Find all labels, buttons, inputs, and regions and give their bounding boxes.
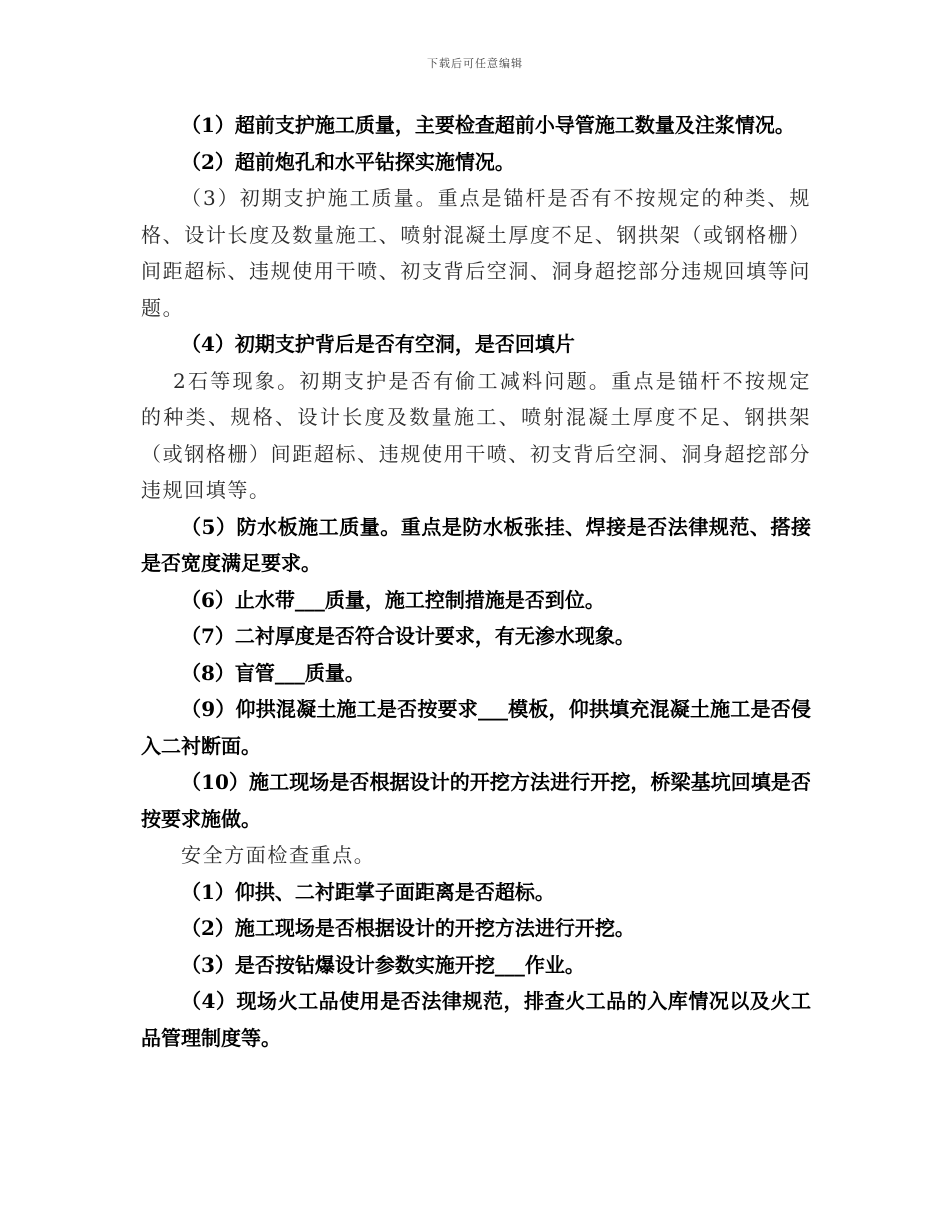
paragraph-safety-distance: （1）仰拱、二衬距掌子面距离是否超标。 <box>181 879 555 904</box>
document-body <box>141 107 811 1056</box>
paragraph-initial-support-quality: （3）初期支护施工质量。重点是锚杆是否有不按规定的种类、规格、设计长度及数量施工、喷射混凝土厚度不足、钢拱架（或钢格栅）间距超标、违规使用干喷、初支背后空洞、洞身超挖部分违规回填等问题。 <box>141 186 811 320</box>
paragraph-initial-support-voids: （4）初期支护背后是否有空洞，是否回填片 <box>181 332 575 356</box>
paragraph-safety-excavation: （2）施工现场是否根据设计的开挖方法进行开挖。 <box>181 916 635 940</box>
paragraph-invert-concrete: （9）仰拱混凝土施工是否按要求___模板，仰拱填充混凝土施工是否侵入二衬断面。 <box>141 697 811 758</box>
page-header: 下载后可任意编辑 <box>427 57 523 70</box>
paragraph-safety-explosives: （4）现场火工品使用是否法律规范，排查火工品的入库情况以及火工品管理制度等。 <box>141 989 811 1050</box>
paragraph-advance-drilling: （2）超前炮孔和水平钻探实施情况。 <box>181 149 515 174</box>
section-heading-safety: 安全方面检查重点。 <box>181 843 376 867</box>
paragraph-waterstop: （6）止水带___质量，施工控制措施是否到位。 <box>181 587 605 612</box>
paragraph-waterproof-board: （5）防水板施工质量。重点是防水板张挂、焊接是否法律规范、搭接是否宽度满足要求。 <box>141 514 811 575</box>
paragraph-advance-support: （1）超前支护施工质量，主要检查超前小导管施工数量及注浆情况。 <box>181 113 795 137</box>
paragraph-initial-support-continuation: 2石等现象。初期支护是否有偷工减料问题。重点是锚杆不按规定的种类、规格、设计长度及数量施工、喷射混凝土厚度不足、钢拱架（或钢格栅）间距超标、违规使用干喷、初支背后空洞、洞身超挖部分违规回填等。 <box>141 368 811 502</box>
paragraph-excavation-method: （10）施工现场是否根据设计的开挖方法进行开挖，桥梁基坑回填是否按要求施做。 <box>141 770 811 831</box>
paragraph-safety-blasting: （3）是否按钻爆设计参数实施开挖___作业。 <box>181 952 585 977</box>
paragraph-blind-pipe: （8）盲管___质量。 <box>181 660 365 685</box>
paragraph-secondary-lining: （7）二衬厚度是否符合设计要求，有无渗水现象。 <box>181 624 635 648</box>
